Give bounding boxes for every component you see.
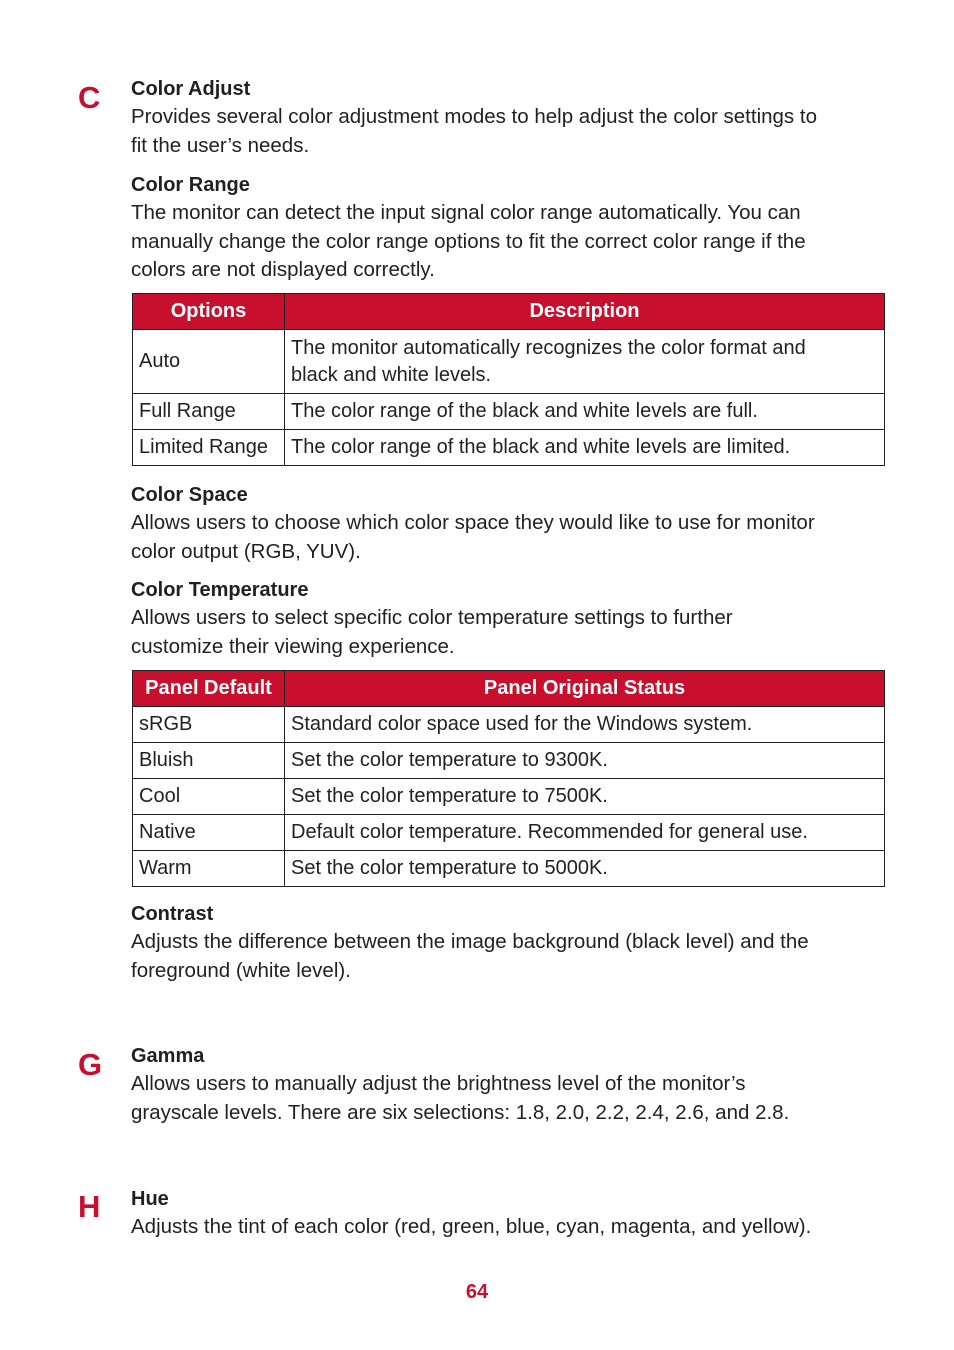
- table-header-row: [133, 294, 885, 330]
- hue-heading: Hue: [131, 1188, 169, 1210]
- color-adjust-text: Provides several color adjustment modes to help adjust the color settings to fit the user’s needs.: [131, 105, 817, 157]
- hue-section: [131, 1185, 891, 1242]
- color-adjust-section: [131, 75, 891, 160]
- table-row: [133, 779, 885, 815]
- table-cell: Auto: [133, 330, 285, 394]
- table-cell: The monitor automatically recognizes the color format and black and white levels.: [285, 330, 885, 394]
- table-cell: Cool: [133, 779, 285, 815]
- table-cell: Standard color space used for the Windows system.: [285, 707, 885, 743]
- gamma-section: [131, 1042, 891, 1127]
- gamma-text: Allows users to manually adjust the brightness level of the monitor’s grayscale levels. There are six selections: 1.8, 2.0, 2.2, 2.4, 2.6, and 2.8.: [131, 1072, 790, 1124]
- table-header-description: Description: [285, 294, 885, 330]
- table-header-row: [133, 671, 885, 707]
- table-cell: Limited Range: [133, 430, 285, 466]
- table-row: [133, 707, 885, 743]
- table-cell: Warm: [133, 851, 285, 887]
- table-cell: Full Range: [133, 394, 285, 430]
- table-row: [133, 815, 885, 851]
- contrast-heading: Contrast: [131, 903, 214, 925]
- color-temperature-section: [131, 576, 891, 661]
- color-range-heading: Color Range: [131, 174, 250, 196]
- hue-text: Adjusts the tint of each color (red, green, blue, cyan, magenta, and yellow).: [131, 1215, 812, 1238]
- table-cell: Set the color temperature to 7500K.: [285, 779, 885, 815]
- table-row: [133, 851, 885, 887]
- table-row: [133, 394, 885, 430]
- color-space-text: Allows users to choose which color space they would like to use for monitor color output (RGB, YUV).: [131, 511, 815, 563]
- table-cell: sRGB: [133, 707, 285, 743]
- contrast-section: [131, 900, 891, 985]
- table-header-panel-original-status: Panel Original Status: [285, 671, 885, 707]
- color-adjust-heading: Color Adjust: [131, 78, 251, 100]
- color-range-section: [131, 171, 891, 285]
- table-cell: The color range of the black and white levels are full.: [285, 394, 885, 430]
- color-temperature-table: [132, 670, 885, 887]
- table-row: [133, 330, 885, 394]
- table-cell: Bluish: [133, 743, 285, 779]
- page-number: 64: [465, 1281, 489, 1303]
- color-temperature-text: Allows users to select specific color temperature settings to further customize their viewing experience.: [131, 606, 733, 658]
- color-space-section: [131, 481, 891, 566]
- table-row: [133, 743, 885, 779]
- color-space-heading: Color Space: [131, 484, 248, 506]
- section-letter-h: H: [78, 1189, 101, 1224]
- table-cell: Set the color temperature to 5000K.: [285, 851, 885, 887]
- table-cell: Default color temperature. Recommended for general use.: [285, 815, 885, 851]
- table-header-options: Options: [133, 294, 285, 330]
- contrast-text: Adjusts the difference between the image background (black level) and the foreground (white level).: [131, 930, 809, 982]
- section-letter-c: C: [78, 80, 101, 115]
- color-temperature-heading: Color Temperature: [131, 579, 309, 601]
- color-range-table: [132, 293, 885, 466]
- table-row: [133, 430, 885, 466]
- section-letter-g: G: [78, 1047, 103, 1082]
- gamma-heading: Gamma: [131, 1045, 205, 1067]
- color-range-text: The monitor can detect the input signal color range automatically. You can manually change the color range options to fit the correct color range if the colors are not displayed correctly.: [131, 201, 806, 281]
- table-header-panel-default: Panel Default: [133, 671, 285, 707]
- table-cell: Native: [133, 815, 285, 851]
- table-cell: Set the color temperature to 9300K.: [285, 743, 885, 779]
- table-cell: The color range of the black and white levels are limited.: [285, 430, 885, 466]
